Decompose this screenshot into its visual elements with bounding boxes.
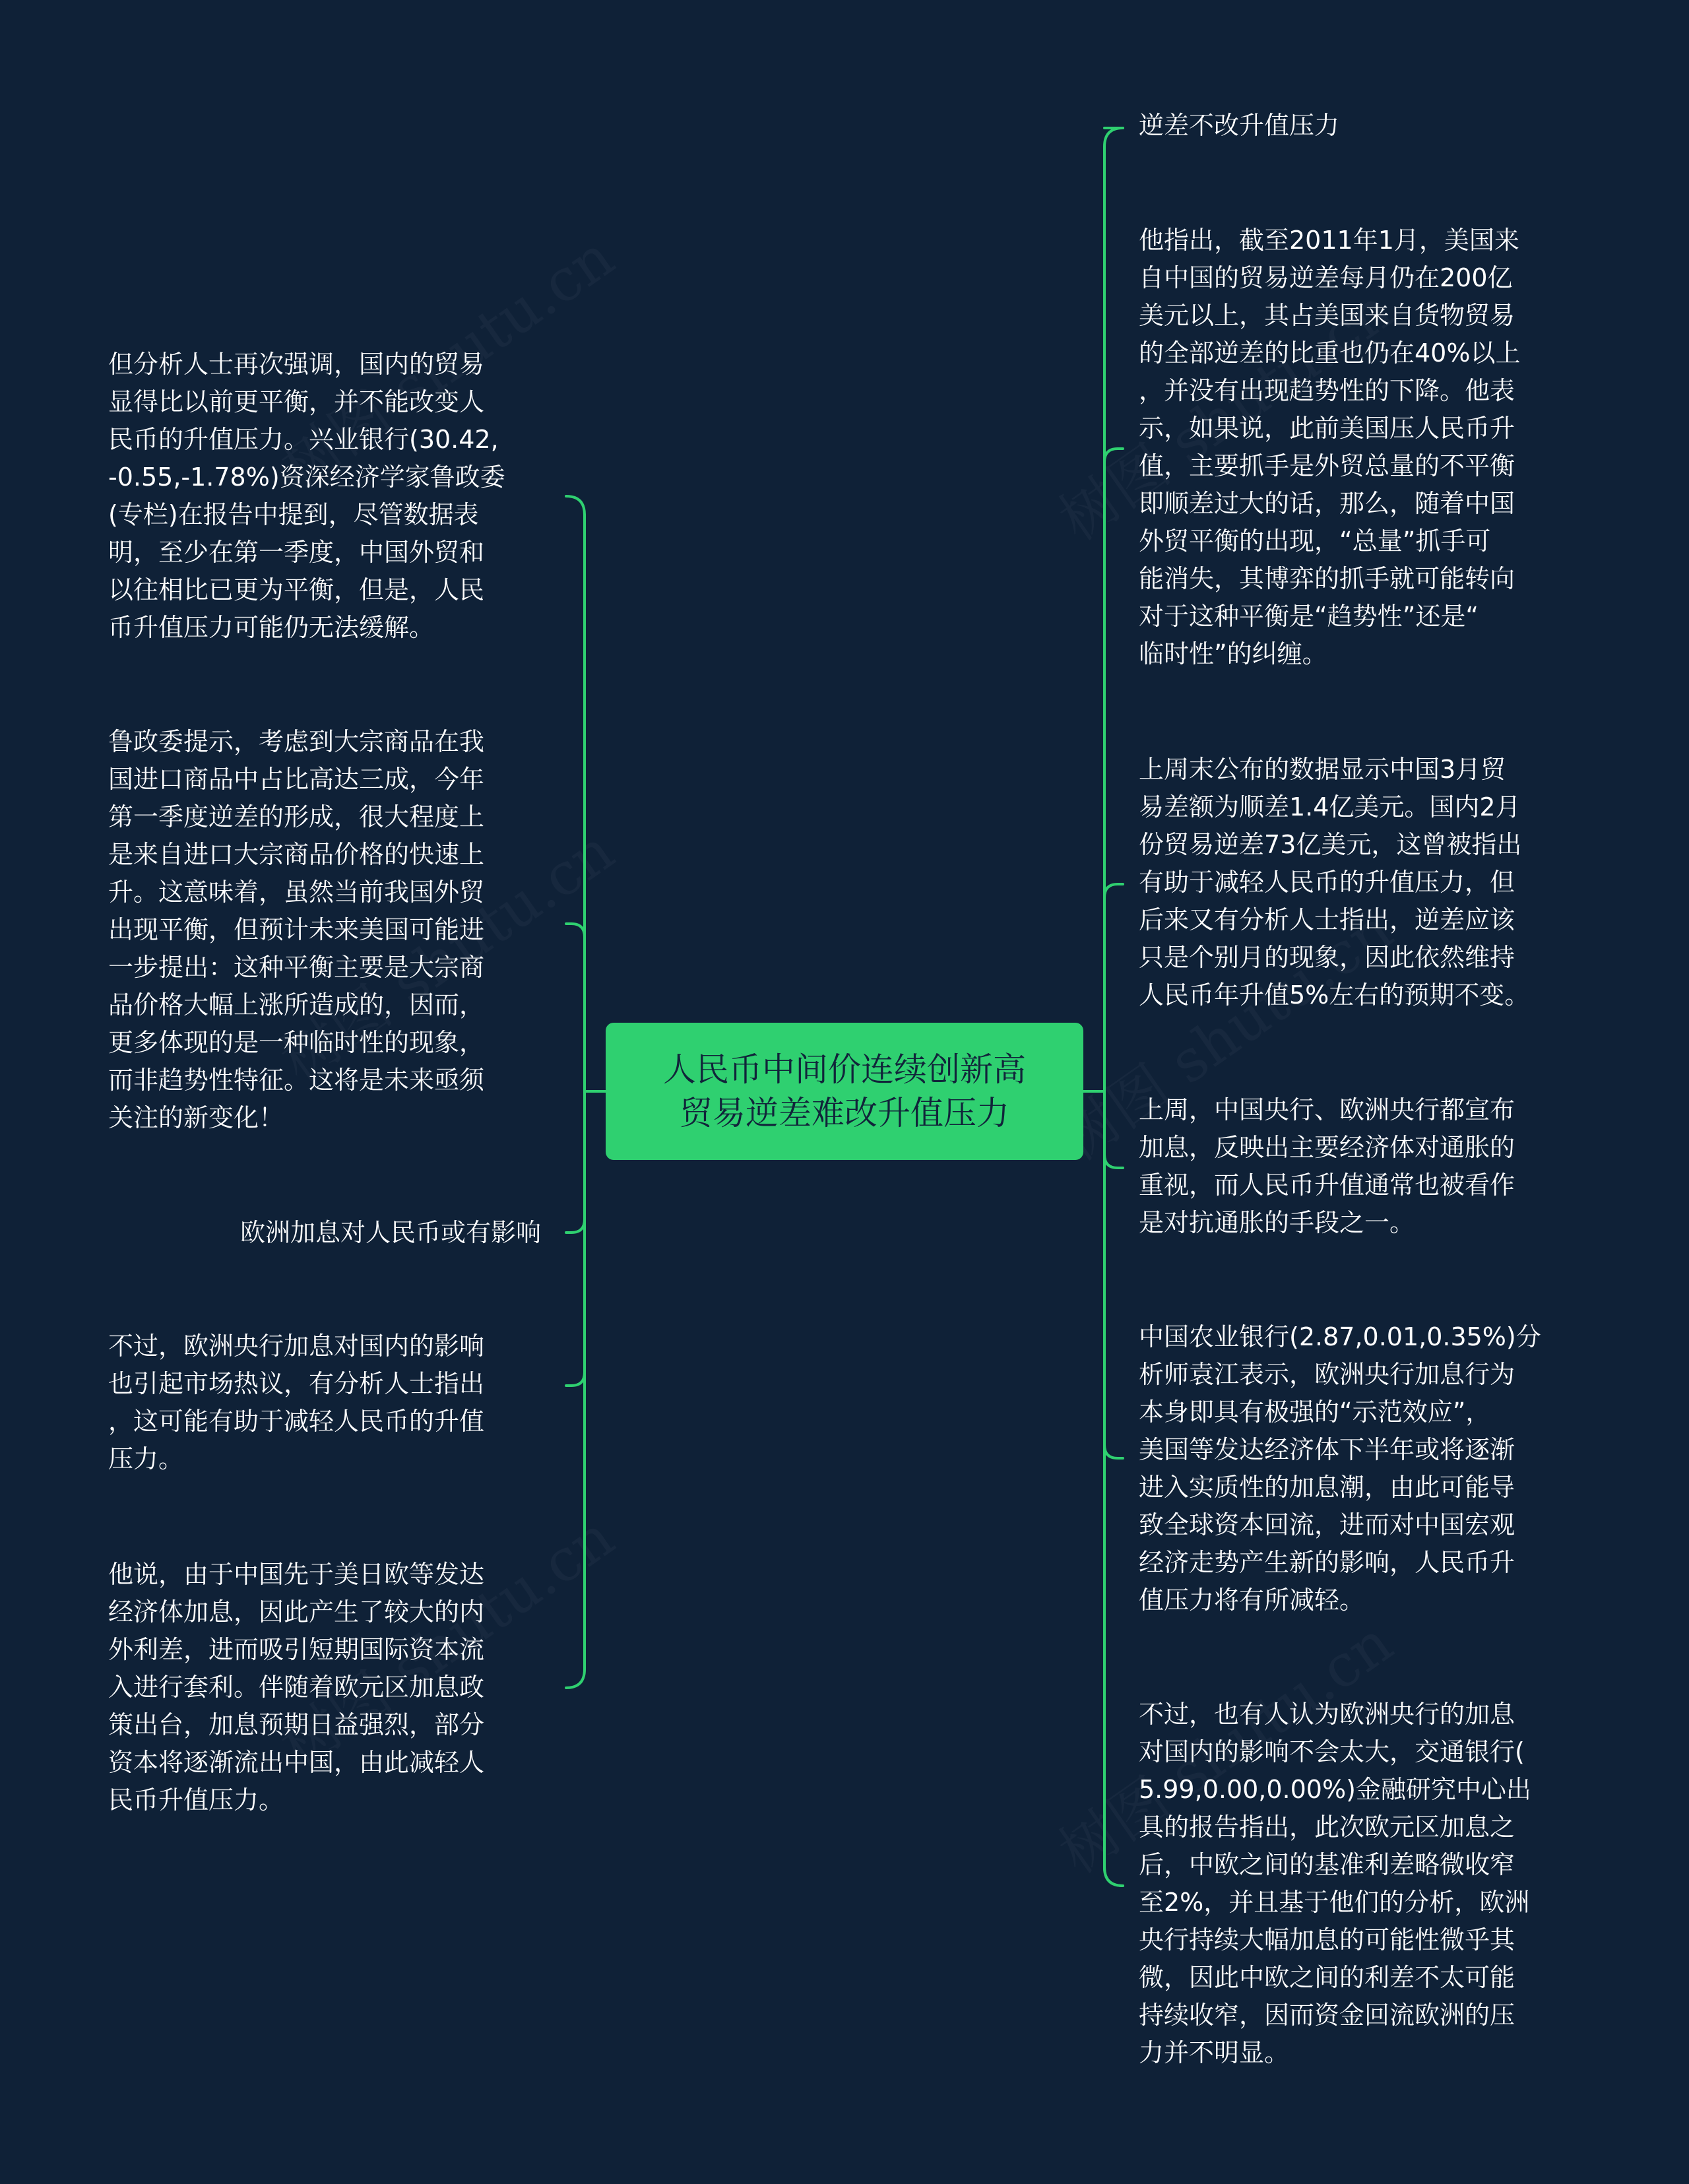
- branch-text-line: 示，如果说，此前美国压人民币升: [1139, 414, 1515, 443]
- branch-text-line: 的全部逆差的比重也仍在40%以上: [1139, 338, 1521, 368]
- central-topic-line-1: 人民币中间价连续创新高: [663, 1050, 1026, 1089]
- connector-right-6: [1104, 1867, 1123, 1886]
- branch-node[interactable]: [108, 1556, 541, 1819]
- branch-text-line: 外贸平衡的出现，“总量”抓手可: [1139, 527, 1491, 556]
- branch-text-line: 经济走势产生新的影响，人民币升: [1139, 1548, 1515, 1577]
- central-topic-line-2: 贸易逆差难改升值压力: [680, 1094, 1009, 1132]
- branch-text-line: 民币升值压力。: [108, 1785, 284, 1815]
- branch-node[interactable]: [1139, 107, 1581, 145]
- branch-text-line: 入进行套利。伴随着欧元区加息政: [108, 1673, 485, 1702]
- branch-text-line: 升。这意味着，虽然当前我国外贸: [108, 878, 485, 907]
- branch-text-line: 显得比以前更平衡，并不能改变人: [108, 387, 485, 416]
- connector-left-1: [566, 496, 585, 515]
- branch-text-line: 人民币年升值5%左右的预期不变。: [1139, 980, 1530, 1010]
- branch-text-line: 品价格大幅上涨所造成的，因而，: [108, 990, 485, 1019]
- connector-left-5: [566, 1669, 585, 1688]
- branch-text-line: 但分析人士再次强调，国内的贸易: [108, 350, 485, 379]
- branch-text-line: 外利差，进而吸引短期国际资本流: [108, 1635, 485, 1664]
- branch-text-line: 有助于减轻人民币的升值压力，但: [1139, 868, 1515, 897]
- branch-text-line: 逆差不改升值压力: [1139, 111, 1340, 140]
- branch-text-line: 值压力将有所减轻。: [1139, 1586, 1365, 1615]
- branch-node[interactable]: [1139, 751, 1581, 1014]
- branch-node[interactable]: [108, 346, 541, 647]
- branch-text-line: 持续收窄，因而资金回流欧洲的压: [1139, 2001, 1515, 2030]
- branch-text-line: 他指出，截至2011年1月，美国来: [1139, 226, 1519, 255]
- branch-node[interactable]: [108, 1328, 541, 1478]
- connector-right-4: [1104, 1155, 1123, 1168]
- branch-text-line: 美国等发达经济体下半年或将逐渐: [1139, 1435, 1515, 1464]
- branch-text-line: 他说，由于中国先于美日欧等发达: [108, 1560, 485, 1589]
- branch-text-line: 不过，欧洲央行加息对国内的影响: [108, 1332, 485, 1361]
- branch-text-line: 中国农业银行(2.87,0.01,0.35%)分: [1139, 1322, 1541, 1351]
- branch-node[interactable]: [1139, 222, 1581, 673]
- branch-text-line: 央行持续大幅加息的可能性微乎其: [1139, 1925, 1515, 1954]
- branch-text-line: 微，因此中欧之间的利差不太可能: [1139, 1963, 1515, 1992]
- branch-text-line: 对国内的影响不会太大，交通银行(: [1139, 1737, 1525, 1766]
- branch-text-line: 只是个别月的现象，因此依然维持: [1139, 943, 1515, 972]
- branch-text-line: 上周，中国央行、欧洲央行都宣布: [1139, 1095, 1515, 1124]
- connector-right-2: [1104, 449, 1123, 462]
- branch-text-line: 份贸易逆差73亿美元，这曾被指出: [1139, 830, 1522, 859]
- connector-left-3: [566, 1219, 585, 1233]
- branch-text-line: 鲁政委提示，考虑到大宗商品在我: [108, 727, 485, 756]
- connector-left-2: [566, 924, 585, 937]
- branch-text-line: 关注的新变化！: [108, 1103, 284, 1132]
- branch-text-line: 是来自进口大宗商品价格的快速上: [108, 840, 485, 869]
- branch-text-line: 力并不明显。: [1139, 2038, 1290, 2067]
- branch-text-line: 出现平衡，但预计未来美国可能进: [108, 915, 485, 944]
- branch-node[interactable]: [108, 723, 541, 1137]
- branch-text-line: 欧洲加息对人民币或有影响: [239, 1218, 541, 1247]
- branch-text-line: 致全球资本回流，进而对中国宏观: [1139, 1510, 1515, 1539]
- branch-text-line: 值，主要抓手是外贸总量的不平衡: [1139, 451, 1515, 480]
- branch-text-line: 以往相比已更为平衡，但是，人民: [108, 575, 485, 604]
- branch-text-line: 资本将逐渐流出中国，由此减轻人: [108, 1748, 485, 1777]
- branch-text-line: ，并没有出现趋势性的下降。他表: [1139, 376, 1515, 405]
- branch-text-line: 更多体现的是一种临时性的现象，: [108, 1028, 485, 1057]
- branch-text-line: -0.55,-1.78%)资深经济学家鲁政委: [108, 463, 505, 492]
- branch-text-line: 后来又有分析人士指出，逆差应该: [1139, 905, 1515, 934]
- branch-text-line: 易差额为顺差1.4亿美元。国内2月: [1139, 792, 1521, 821]
- branch-text-line: 析师袁江表示，欧洲央行加息行为: [1139, 1360, 1515, 1389]
- branch-text-line: 第一季度逆差的形成，很大程度上: [108, 802, 485, 831]
- branch-text-line: 一步提出：这种平衡主要是大宗商: [108, 953, 485, 982]
- branch-text-line: 至2%，并且基于他们的分析，欧洲: [1139, 1888, 1530, 1917]
- branch-text-line: 临时性”的纠缠。: [1139, 639, 1327, 668]
- branch-text-line: 对于这种平衡是“趋势性”还是“: [1139, 602, 1479, 631]
- branch-text-line: 而非趋势性特征。这将是未来亟须: [108, 1066, 485, 1095]
- branch-node[interactable]: [1139, 1091, 1581, 1242]
- branch-text-line: 压力。: [108, 1444, 184, 1473]
- branch-text-line: 即顺差过大的话，那么，随着中国: [1139, 489, 1515, 518]
- branch-text-line: 明，至少在第一季度，中国外贸和: [108, 538, 485, 567]
- central-topic[interactable]: [606, 1023, 1083, 1160]
- connector-right-spine: [1104, 128, 1123, 1886]
- branch-text-line: 币升值压力可能仍无法缓解。: [108, 613, 435, 642]
- branch-text-line: ，这可能有助于减轻人民币的升值: [108, 1407, 485, 1436]
- branch-text-line: 自中国的贸易逆差每月仍在200亿: [1139, 263, 1513, 292]
- branch-text-line: (专栏)在报告中提到，尽管数据表: [108, 500, 479, 529]
- branch-text-line: 经济体加息，因此产生了较大的内: [108, 1597, 485, 1626]
- connector-right-5: [1104, 1445, 1123, 1458]
- branch-text-line: 5.99,0.00,0.00%)金融研究中心出: [1139, 1775, 1531, 1804]
- branch-text-line: 上周末公布的数据显示中国3月贸: [1139, 755, 1506, 784]
- branch-text-line: 后，中欧之间的基准利差略微收窄: [1139, 1850, 1515, 1879]
- branch-text-line: 具的报告指出，此次欧元区加息之: [1139, 1813, 1515, 1842]
- connector-left-4: [566, 1372, 585, 1386]
- branch-text-line: 国进口商品中占比高达三成，今年: [108, 765, 485, 794]
- branch-text-line: 本身即具有极强的“示范效应”，: [1139, 1397, 1491, 1427]
- branch-text-line: 进入实质性的加息潮，由此可能导: [1139, 1473, 1515, 1502]
- branch-text-line: 美元以上，其占美国来自货物贸易: [1139, 301, 1515, 330]
- branch-text-line: 策出台，加息预期日益强烈，部分: [108, 1710, 485, 1739]
- connector-right-3: [1104, 884, 1123, 897]
- branch-text-line: 民币的升值压力。兴业银行(30.42,: [108, 425, 499, 454]
- branch-text-line: 不过，也有人认为欧洲央行的加息: [1139, 1700, 1515, 1729]
- branch-text-line: 加息，反映出主要经济体对通胀的: [1139, 1133, 1515, 1162]
- branch-text-line: 是对抗通胀的手段之一。: [1139, 1208, 1415, 1237]
- branch-text-line: 能消失，其博弈的抓手就可能转向: [1139, 564, 1515, 593]
- branch-node[interactable]: [1139, 1318, 1581, 1619]
- branch-node[interactable]: [108, 1214, 541, 1252]
- branch-node[interactable]: [1139, 1696, 1581, 2072]
- branch-text-line: 也引起市场热议，有分析人士指出: [108, 1369, 485, 1398]
- branch-text-line: 重视，而人民币升值通常也被看作: [1139, 1171, 1515, 1200]
